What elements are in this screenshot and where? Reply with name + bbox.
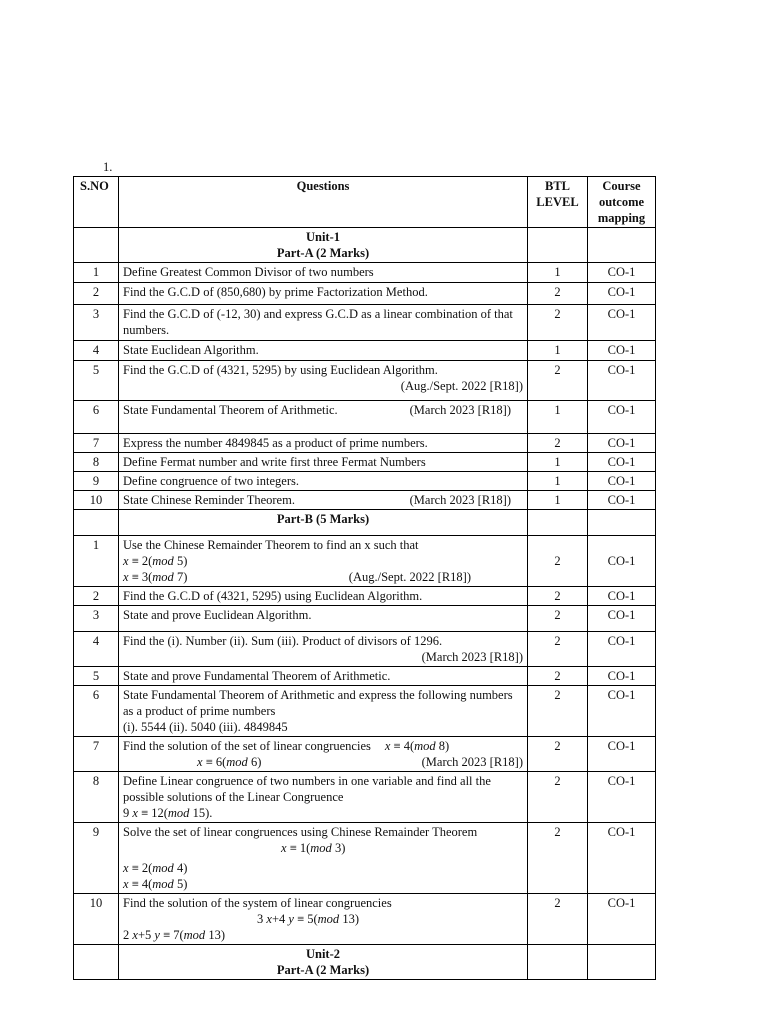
- question-cell: [119, 894, 528, 945]
- table-row: [74, 263, 656, 283]
- table-row: [74, 305, 656, 341]
- co-cell: CO-1: [588, 283, 656, 305]
- table-row: [74, 434, 656, 453]
- question-text: Find the solution of the system of linear congruencies: [123, 896, 392, 910]
- btl-cell: 2: [528, 361, 588, 401]
- question-cell: [119, 823, 528, 894]
- co-cell: CO-1: [588, 772, 656, 823]
- congruence-equation: x ≡ 3(mod 7): [123, 570, 188, 584]
- table-row: [74, 536, 656, 587]
- table-row: [74, 772, 656, 823]
- question-text: Find the (i). Number (ii). Sum (iii). Product of divisors of 1296.: [123, 634, 443, 648]
- congruence-equation: x ≡ 6(mod 6): [197, 755, 262, 769]
- sno-cell: 6: [74, 686, 119, 737]
- congruence-equation: x ≡ 1(mod 3): [281, 841, 346, 855]
- question-cell: Define Greatest Common Divisor of two numbers: [119, 263, 528, 283]
- sno-cell: 7: [74, 434, 119, 453]
- question-cell: Define congruence of two integers.: [119, 472, 528, 491]
- table-row: [74, 361, 656, 401]
- question-text: State Fundamental Theorem of Arithmetic and express the following numbers as a product of prime numbers: [123, 688, 513, 718]
- question-cell: [119, 361, 528, 401]
- exam-reference: (Aug./Sept. 2022 [R18]): [348, 570, 471, 584]
- exam-reference: (March 2023 [R18]): [409, 493, 511, 507]
- btl-cell: 2: [528, 667, 588, 686]
- unit2-part-a-title: Part-A (2 Marks): [276, 963, 370, 977]
- table-row: [74, 453, 656, 472]
- co-cell: CO-1: [588, 472, 656, 491]
- table-row: [74, 667, 656, 686]
- table-row: [74, 401, 656, 434]
- question-cell: Find the G.C.D of (850,680) by prime Factorization Method.: [119, 283, 528, 305]
- btl-cell: 2: [528, 283, 588, 305]
- table-row: [74, 491, 656, 510]
- sno-cell: 6: [74, 401, 119, 434]
- unit1-heading: [119, 228, 528, 263]
- congruence-equation: x ≡ 4(mod 5): [123, 877, 188, 891]
- question-cell: [119, 686, 528, 737]
- co-cell: CO-1: [588, 536, 656, 587]
- sno-cell: 5: [74, 361, 119, 401]
- question-cell: State and prove Fundamental Theorem of Arithmetic.: [119, 667, 528, 686]
- table-row: [74, 632, 656, 667]
- btl-cell: 1: [528, 453, 588, 472]
- sno-cell: 2: [74, 283, 119, 305]
- co-cell: CO-1: [588, 737, 656, 772]
- question-cell: [119, 401, 528, 434]
- co-cell: CO-1: [588, 434, 656, 453]
- question-text: State Chinese Reminder Theorem.: [123, 493, 295, 507]
- co-cell: CO-1: [588, 632, 656, 667]
- question-text: Define Linear congruence of two numbers in one variable and find all the possible solutions of the Linear Congruence: [123, 774, 491, 804]
- table-row: [74, 341, 656, 361]
- part-b-heading: Part-B (5 Marks): [119, 510, 528, 536]
- question-cell: Find the G.C.D of (4321, 5295) using Euclidean Algorithm.: [119, 587, 528, 606]
- unit2-heading-row: [74, 945, 656, 980]
- sno-cell: 1: [74, 536, 119, 587]
- sno-cell: 1: [74, 263, 119, 283]
- table-row: [74, 587, 656, 606]
- sno-cell: 7: [74, 737, 119, 772]
- btl-cell: 2: [528, 894, 588, 945]
- btl-cell: 2: [528, 686, 588, 737]
- co-cell: CO-1: [588, 491, 656, 510]
- btl-cell: 1: [528, 263, 588, 283]
- sno-cell: 3: [74, 606, 119, 632]
- question-cell: Find the G.C.D of (-12, 30) and express G.C.D as a linear combination of that numbers.: [119, 305, 528, 341]
- unit2-heading: [119, 945, 528, 980]
- co-cell: CO-1: [588, 667, 656, 686]
- co-cell: CO-1: [588, 305, 656, 341]
- question-text: State Fundamental Theorem of Arithmetic.: [123, 403, 338, 417]
- header-btl: BTL LEVEL: [528, 177, 588, 228]
- question-cell: [119, 772, 528, 823]
- question-cell: State and prove Euclidean Algorithm.: [119, 606, 528, 632]
- unit1-heading-row: [74, 228, 656, 263]
- part-b-heading-row: [74, 510, 656, 536]
- table-row: [74, 606, 656, 632]
- table-row: [74, 472, 656, 491]
- question-cell: [119, 632, 528, 667]
- btl-cell: 2: [528, 632, 588, 667]
- co-cell: CO-1: [588, 453, 656, 472]
- question-subparts: (i). 5544 (ii). 5040 (iii). 4849845: [123, 720, 288, 734]
- table-row: [74, 823, 656, 894]
- table-row: [74, 283, 656, 305]
- co-cell: CO-1: [588, 263, 656, 283]
- exam-reference: (March 2023 [R18]): [409, 403, 511, 417]
- question-cell: [119, 737, 528, 772]
- sno-cell: 4: [74, 632, 119, 667]
- btl-cell: 2: [528, 823, 588, 894]
- sno-cell: 3: [74, 305, 119, 341]
- btl-cell: 1: [528, 401, 588, 434]
- list-number: 1.: [103, 160, 113, 174]
- btl-cell: 1: [528, 491, 588, 510]
- co-cell: CO-1: [588, 341, 656, 361]
- co-cell: CO-1: [588, 361, 656, 401]
- congruence-equation: x ≡ 4(mod 8): [384, 739, 450, 753]
- sno-cell: 10: [74, 491, 119, 510]
- question-table: [73, 176, 656, 980]
- btl-cell: 2: [528, 434, 588, 453]
- btl-cell: 1: [528, 472, 588, 491]
- question-text: Solve the set of linear congruences using Chinese Remainder Theorem: [123, 825, 478, 839]
- co-cell: CO-1: [588, 587, 656, 606]
- sno-cell: 8: [74, 772, 119, 823]
- sno-cell: 8: [74, 453, 119, 472]
- table-row: [74, 686, 656, 737]
- question-text: Find the solution of the set of linear congruencies: [123, 739, 371, 753]
- btl-cell: 2: [528, 587, 588, 606]
- congruence-equation: x ≡ 2(mod 4): [123, 861, 188, 875]
- co-cell: CO-1: [588, 823, 656, 894]
- btl-cell: 1: [528, 341, 588, 361]
- unit2-title: Unit-2: [305, 947, 341, 961]
- btl-cell: 2: [528, 305, 588, 341]
- btl-cell: 2: [528, 536, 588, 587]
- exam-reference: (March 2023 [R18]): [421, 650, 523, 664]
- unit1-part-a-title: Part-A (2 Marks): [276, 246, 370, 260]
- congruence-equation: 9 x ≡ 12(mod 15).: [123, 806, 213, 820]
- btl-cell: 2: [528, 737, 588, 772]
- question-cell: [119, 536, 528, 587]
- table-row: [74, 737, 656, 772]
- table-row: [74, 894, 656, 945]
- exam-reference: (March 2023 [R18]): [421, 755, 523, 769]
- header-row: [74, 177, 656, 228]
- btl-cell: 2: [528, 772, 588, 823]
- question-cell: Define Fermat number and write first three Fermat Numbers: [119, 453, 528, 472]
- exam-reference: (Aug./Sept. 2022 [R18]): [400, 379, 523, 393]
- question-text: Find the G.C.D of (4321, 5295) by using Euclidean Algorithm.: [123, 363, 438, 377]
- btl-cell: 2: [528, 606, 588, 632]
- header-sno: S.NO: [74, 177, 119, 228]
- sno-cell: 2: [74, 587, 119, 606]
- co-cell: CO-1: [588, 606, 656, 632]
- question-cell: State Euclidean Algorithm.: [119, 341, 528, 361]
- unit1-title: Unit-1: [305, 230, 341, 244]
- question-cell: Express the number 4849845 as a product of prime numbers.: [119, 434, 528, 453]
- co-cell: CO-1: [588, 894, 656, 945]
- header-questions: Questions: [119, 177, 528, 228]
- congruence-equation: 2 x+5 y ≡ 7(mod 13): [123, 928, 225, 942]
- sno-cell: 5: [74, 667, 119, 686]
- sno-cell: 10: [74, 894, 119, 945]
- co-cell: CO-1: [588, 401, 656, 434]
- congruence-equation: 3 x+4 y ≡ 5(mod 13): [257, 912, 359, 926]
- co-cell: CO-1: [588, 686, 656, 737]
- header-co: Course outcome mapping: [588, 177, 656, 228]
- sno-cell: 4: [74, 341, 119, 361]
- question-cell: [119, 491, 528, 510]
- sno-cell: 9: [74, 472, 119, 491]
- question-text: Use the Chinese Remainder Theorem to find an x such that: [123, 538, 419, 552]
- sno-cell: 9: [74, 823, 119, 894]
- congruence-equation: x ≡ 2(mod 5): [123, 554, 188, 568]
